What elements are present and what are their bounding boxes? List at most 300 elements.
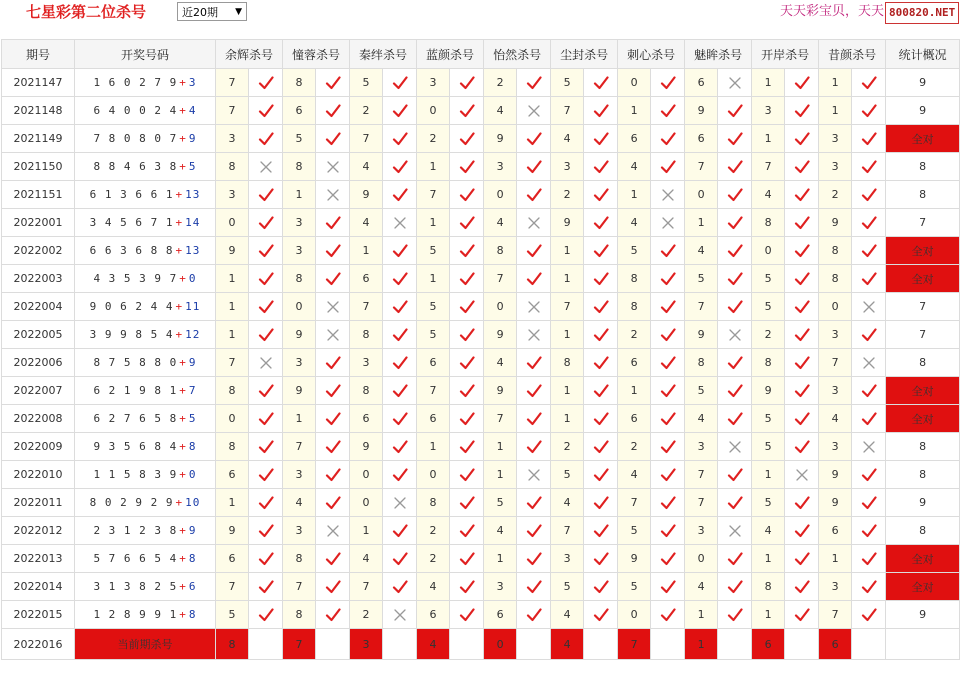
kill-digit-cell: 2 bbox=[618, 321, 651, 349]
kill-result-cell bbox=[718, 377, 752, 405]
kill-result-cell bbox=[785, 573, 819, 601]
kill-digit-cell: 3 bbox=[350, 349, 383, 377]
summary-count: 8 bbox=[886, 181, 960, 209]
check-icon bbox=[593, 327, 609, 343]
kill-result-cell bbox=[316, 181, 350, 209]
kill-result-cell bbox=[584, 293, 618, 321]
all-correct-badge: 全对 bbox=[886, 125, 960, 153]
col-header-issue: 期号 bbox=[2, 40, 75, 69]
cross-icon bbox=[660, 187, 676, 203]
plus-sign: + bbox=[179, 76, 187, 89]
kill-digit-cell: 8 bbox=[350, 377, 383, 405]
check-icon bbox=[459, 243, 475, 259]
col-header-summary: 统计概况 bbox=[886, 40, 960, 69]
kill-result-cell bbox=[852, 293, 886, 321]
kill-result-cell bbox=[517, 293, 551, 321]
table-row bbox=[2, 573, 960, 601]
all-correct-badge: 全对 bbox=[886, 265, 960, 293]
kill-result-cell bbox=[517, 349, 551, 377]
table-row bbox=[2, 405, 960, 433]
check-icon bbox=[258, 495, 274, 511]
kill-digit-cell: 0 bbox=[484, 293, 517, 321]
check-icon bbox=[392, 243, 408, 259]
check-icon bbox=[794, 579, 810, 595]
check-icon bbox=[459, 159, 475, 175]
draw-main-digits: 1 2 8 9 9 1 bbox=[93, 608, 178, 621]
kill-digit-cell: 5 bbox=[551, 69, 584, 97]
kill-result-cell bbox=[718, 433, 752, 461]
kill-result-cell bbox=[316, 601, 350, 629]
kill-result-cell bbox=[316, 517, 350, 545]
kill-digit-cell: 4 bbox=[819, 405, 852, 433]
kill-digit-cell: 3 bbox=[819, 377, 852, 405]
summary-count: 9 bbox=[886, 489, 960, 517]
kill-digit-cell: 9 bbox=[819, 461, 852, 489]
kill-result-cell bbox=[517, 461, 551, 489]
check-icon bbox=[392, 131, 408, 147]
check-icon bbox=[794, 551, 810, 567]
kill-result-cell bbox=[785, 601, 819, 629]
check-icon bbox=[593, 159, 609, 175]
kill-digit-cell: 6 bbox=[819, 517, 852, 545]
kill-result-cell bbox=[785, 405, 819, 433]
kill-digit-cell: 3 bbox=[283, 237, 316, 265]
kill-digit-cell: 7 bbox=[283, 433, 316, 461]
kill-result-cell bbox=[584, 237, 618, 265]
kill-result-cell bbox=[249, 69, 283, 97]
table-row bbox=[2, 265, 960, 293]
check-icon bbox=[794, 439, 810, 455]
kill-digit-cell: 8 bbox=[752, 209, 785, 237]
kill-result-cell bbox=[718, 489, 752, 517]
kill-digit-cell: 5 bbox=[685, 265, 718, 293]
all-correct-badge: 全对 bbox=[886, 573, 960, 601]
kill-digit-cell: 6 bbox=[484, 601, 517, 629]
kill-result-cell bbox=[651, 293, 685, 321]
current-kill-value: 6 bbox=[752, 629, 785, 660]
issue-cell: 2022003 bbox=[2, 265, 75, 293]
draw-number-cell bbox=[75, 237, 216, 265]
kill-digit-cell: 4 bbox=[551, 601, 584, 629]
draw-special-number: 5 bbox=[188, 160, 197, 173]
check-icon bbox=[727, 467, 743, 483]
check-icon bbox=[258, 383, 274, 399]
check-icon bbox=[727, 355, 743, 371]
kill-digit-cell: 6 bbox=[283, 97, 316, 125]
check-icon bbox=[727, 551, 743, 567]
kill-digit-cell: 5 bbox=[752, 293, 785, 321]
col-header-kill-6: 尘封杀号 bbox=[551, 40, 618, 69]
kill-digit-cell: 1 bbox=[216, 321, 249, 349]
kill-digit-cell: 0 bbox=[350, 489, 383, 517]
kill-digit-cell: 7 bbox=[551, 293, 584, 321]
check-icon bbox=[794, 187, 810, 203]
kill-result-cell bbox=[785, 69, 819, 97]
check-icon bbox=[794, 75, 810, 91]
draw-number-cell bbox=[75, 265, 216, 293]
check-icon bbox=[258, 187, 274, 203]
kill-result-cell bbox=[383, 573, 417, 601]
draw-main-digits: 6 2 1 9 8 1 bbox=[93, 384, 178, 397]
kill-digit-cell: 1 bbox=[618, 181, 651, 209]
check-icon bbox=[258, 523, 274, 539]
kill-result-cell bbox=[383, 265, 417, 293]
check-icon bbox=[727, 579, 743, 595]
check-icon bbox=[861, 75, 877, 91]
issue-cell: 2021147 bbox=[2, 69, 75, 97]
issue-cell: 2021148 bbox=[2, 97, 75, 125]
table-row bbox=[2, 153, 960, 181]
kill-digit-cell: 4 bbox=[618, 153, 651, 181]
kill-result-cell bbox=[584, 545, 618, 573]
kill-digit-cell: 0 bbox=[350, 461, 383, 489]
plus-sign: + bbox=[175, 188, 184, 201]
current-kill-label: 当前期杀号 bbox=[75, 629, 216, 660]
draw-number-cell bbox=[75, 321, 216, 349]
check-icon bbox=[727, 411, 743, 427]
kill-result-cell bbox=[651, 461, 685, 489]
kill-digit-cell: 1 bbox=[618, 97, 651, 125]
kill-digit-cell: 1 bbox=[417, 209, 450, 237]
draw-main-digits: 2 3 1 2 3 8 bbox=[93, 524, 178, 537]
current-kill-spacer bbox=[249, 629, 283, 660]
kill-result-cell bbox=[584, 517, 618, 545]
draw-main-digits: 6 4 0 0 2 4 bbox=[93, 104, 178, 117]
kill-result-cell bbox=[249, 433, 283, 461]
cross-icon bbox=[325, 327, 341, 343]
kill-digit-cell: 7 bbox=[484, 265, 517, 293]
plus-sign: + bbox=[179, 580, 187, 593]
kill-digit-cell: 2 bbox=[350, 97, 383, 125]
kill-digit-cell: 7 bbox=[484, 405, 517, 433]
draw-special-number: 10 bbox=[185, 496, 201, 509]
kill-result-cell bbox=[785, 545, 819, 573]
cross-icon bbox=[325, 299, 341, 315]
kill-digit-cell: 2 bbox=[819, 181, 852, 209]
kill-result-cell bbox=[584, 433, 618, 461]
draw-special-number: 4 bbox=[188, 104, 197, 117]
check-icon bbox=[459, 215, 475, 231]
kill-digit-cell: 1 bbox=[752, 545, 785, 573]
kill-digit-cell: 8 bbox=[283, 545, 316, 573]
check-icon bbox=[660, 439, 676, 455]
kill-result-cell bbox=[383, 489, 417, 517]
kill-result-cell bbox=[852, 237, 886, 265]
cross-icon bbox=[526, 327, 542, 343]
draw-main-digits: 3 1 3 8 2 5 bbox=[93, 580, 178, 593]
draw-special-number: 9 bbox=[188, 356, 197, 369]
site-badge[interactable]: 800820.NET bbox=[885, 2, 959, 24]
kill-result-cell bbox=[316, 377, 350, 405]
table-row bbox=[2, 69, 960, 97]
kill-result-cell bbox=[517, 69, 551, 97]
current-kill-spacer bbox=[316, 629, 350, 660]
kill-result-cell bbox=[584, 405, 618, 433]
kill-result-cell bbox=[249, 293, 283, 321]
check-icon bbox=[459, 523, 475, 539]
kill-result-cell bbox=[316, 349, 350, 377]
kill-result-cell bbox=[383, 461, 417, 489]
check-icon bbox=[325, 495, 341, 511]
plus-sign: + bbox=[179, 272, 187, 285]
current-kill-value: 6 bbox=[819, 629, 852, 660]
kill-digit-cell: 4 bbox=[350, 545, 383, 573]
check-icon bbox=[325, 467, 341, 483]
kill-result-cell bbox=[785, 461, 819, 489]
kill-result-cell bbox=[718, 125, 752, 153]
kill-digit-cell: 5 bbox=[417, 293, 450, 321]
kill-result-cell bbox=[383, 377, 417, 405]
kill-result-cell bbox=[584, 181, 618, 209]
issue-cell: 2021150 bbox=[2, 153, 75, 181]
kill-result-cell bbox=[584, 153, 618, 181]
kill-result-cell bbox=[517, 601, 551, 629]
check-icon bbox=[526, 495, 542, 511]
kill-result-cell bbox=[450, 349, 484, 377]
table-row bbox=[2, 181, 960, 209]
check-icon bbox=[593, 355, 609, 371]
draw-number-cell bbox=[75, 489, 216, 517]
issue-cell: 2022007 bbox=[2, 377, 75, 405]
kill-digit-cell: 5 bbox=[216, 601, 249, 629]
kill-result-cell bbox=[450, 405, 484, 433]
check-icon bbox=[660, 467, 676, 483]
table-row bbox=[2, 321, 960, 349]
kill-number-table bbox=[1, 39, 960, 660]
summary-count: 8 bbox=[886, 349, 960, 377]
kill-result-cell bbox=[651, 489, 685, 517]
draw-main-digits: 8 0 2 9 2 9 bbox=[89, 496, 174, 509]
check-icon bbox=[593, 439, 609, 455]
check-icon bbox=[392, 187, 408, 203]
draw-special-number: 6 bbox=[188, 580, 197, 593]
kill-result-cell bbox=[450, 433, 484, 461]
check-icon bbox=[727, 131, 743, 147]
kill-digit-cell: 8 bbox=[752, 349, 785, 377]
kill-result-cell bbox=[651, 573, 685, 601]
check-icon bbox=[392, 299, 408, 315]
check-icon bbox=[660, 495, 676, 511]
kill-result-cell bbox=[316, 573, 350, 601]
draw-special-number: 11 bbox=[185, 300, 201, 313]
kill-result-cell bbox=[718, 237, 752, 265]
kill-result-cell bbox=[852, 489, 886, 517]
cross-icon bbox=[727, 439, 743, 455]
kill-digit-cell: 1 bbox=[819, 97, 852, 125]
kill-result-cell bbox=[785, 153, 819, 181]
kill-result-cell bbox=[517, 181, 551, 209]
col-header-kill-1: 余辉杀号 bbox=[216, 40, 283, 69]
draw-special-number: 8 bbox=[188, 552, 197, 565]
current-kill-spacer bbox=[651, 629, 685, 660]
issue-cell: 2021151 bbox=[2, 181, 75, 209]
kill-result-cell bbox=[383, 349, 417, 377]
current-kill-value: 4 bbox=[417, 629, 450, 660]
draw-main-digits: 6 6 3 6 8 8 bbox=[89, 244, 174, 257]
kill-result-cell bbox=[852, 321, 886, 349]
cross-icon bbox=[325, 523, 341, 539]
table-row bbox=[2, 377, 960, 405]
kill-digit-cell: 4 bbox=[484, 349, 517, 377]
kill-result-cell bbox=[718, 573, 752, 601]
promo-link[interactable]: 天天彩宝贝，天天 bbox=[780, 4, 885, 19]
check-icon bbox=[526, 159, 542, 175]
table-row bbox=[2, 293, 960, 321]
table-row bbox=[2, 237, 960, 265]
period-select-value: 近20期 bbox=[182, 6, 218, 19]
kill-digit-cell: 8 bbox=[216, 153, 249, 181]
kill-digit-cell: 3 bbox=[551, 153, 584, 181]
kill-result-cell bbox=[584, 377, 618, 405]
kill-result-cell bbox=[718, 181, 752, 209]
check-icon bbox=[325, 439, 341, 455]
check-icon bbox=[526, 355, 542, 371]
check-icon bbox=[258, 579, 274, 595]
kill-digit-cell: 5 bbox=[618, 573, 651, 601]
kill-digit-cell: 7 bbox=[216, 573, 249, 601]
check-icon bbox=[459, 495, 475, 511]
kill-result-cell bbox=[718, 209, 752, 237]
check-icon bbox=[526, 187, 542, 203]
check-icon bbox=[258, 607, 274, 623]
kill-result-cell bbox=[450, 545, 484, 573]
check-icon bbox=[392, 439, 408, 455]
kill-digit-cell: 4 bbox=[685, 237, 718, 265]
kill-result-cell bbox=[450, 97, 484, 125]
kill-digit-cell: 3 bbox=[551, 545, 584, 573]
check-icon bbox=[526, 439, 542, 455]
kill-digit-cell: 1 bbox=[551, 405, 584, 433]
kill-result-cell bbox=[517, 489, 551, 517]
check-icon bbox=[258, 215, 274, 231]
kill-digit-cell: 0 bbox=[819, 293, 852, 321]
draw-special-number: 0 bbox=[188, 272, 197, 285]
kill-digit-cell: 8 bbox=[484, 237, 517, 265]
kill-result-cell bbox=[852, 433, 886, 461]
kill-digit-cell: 5 bbox=[551, 461, 584, 489]
kill-result-cell bbox=[517, 433, 551, 461]
kill-digit-cell: 5 bbox=[484, 489, 517, 517]
kill-result-cell bbox=[316, 237, 350, 265]
kill-digit-cell: 8 bbox=[618, 293, 651, 321]
check-icon bbox=[794, 523, 810, 539]
table-row bbox=[2, 489, 960, 517]
col-header-kill-7: 刺心杀号 bbox=[618, 40, 685, 69]
table-row bbox=[2, 545, 960, 573]
kill-digit-cell: 0 bbox=[752, 237, 785, 265]
check-icon bbox=[660, 411, 676, 427]
kill-result-cell bbox=[584, 125, 618, 153]
check-icon bbox=[459, 411, 475, 427]
cross-icon bbox=[392, 607, 408, 623]
period-select[interactable] bbox=[177, 2, 247, 21]
check-icon bbox=[258, 243, 274, 259]
check-icon bbox=[325, 579, 341, 595]
check-icon bbox=[727, 495, 743, 511]
current-kill-spacer bbox=[450, 629, 484, 660]
kill-digit-cell: 1 bbox=[350, 517, 383, 545]
check-icon bbox=[258, 439, 274, 455]
check-icon bbox=[526, 271, 542, 287]
kill-result-cell bbox=[249, 517, 283, 545]
kill-result-cell bbox=[785, 265, 819, 293]
issue-cell: 2022010 bbox=[2, 461, 75, 489]
kill-digit-cell: 3 bbox=[819, 433, 852, 461]
kill-result-cell bbox=[383, 153, 417, 181]
draw-main-digits: 6 1 3 6 6 1 bbox=[89, 188, 174, 201]
cross-icon bbox=[392, 495, 408, 511]
draw-special-number: 3 bbox=[188, 76, 197, 89]
check-icon bbox=[593, 271, 609, 287]
kill-result-cell bbox=[785, 209, 819, 237]
kill-digit-cell: 7 bbox=[350, 573, 383, 601]
current-kill-spacer bbox=[852, 629, 886, 660]
draw-number-cell bbox=[75, 69, 216, 97]
kill-digit-cell: 9 bbox=[484, 125, 517, 153]
kill-digit-cell: 9 bbox=[216, 517, 249, 545]
plus-sign: + bbox=[179, 160, 187, 173]
kill-result-cell bbox=[316, 69, 350, 97]
kill-result-cell bbox=[450, 265, 484, 293]
kill-digit-cell: 8 bbox=[350, 321, 383, 349]
kill-result-cell bbox=[852, 265, 886, 293]
draw-special-number: 8 bbox=[188, 440, 197, 453]
kill-result-cell bbox=[383, 405, 417, 433]
check-icon bbox=[593, 523, 609, 539]
current-kill-value: 0 bbox=[484, 629, 517, 660]
kill-result-cell bbox=[718, 265, 752, 293]
check-icon bbox=[727, 383, 743, 399]
kill-digit-cell: 1 bbox=[484, 433, 517, 461]
kill-result-cell bbox=[517, 377, 551, 405]
kill-digit-cell: 7 bbox=[685, 489, 718, 517]
kill-result-cell bbox=[249, 181, 283, 209]
kill-digit-cell: 1 bbox=[283, 181, 316, 209]
check-icon bbox=[593, 467, 609, 483]
draw-main-digits: 1 6 0 2 7 9 bbox=[93, 76, 178, 89]
header-row bbox=[2, 40, 960, 69]
check-icon bbox=[392, 327, 408, 343]
kill-digit-cell: 1 bbox=[551, 237, 584, 265]
check-icon bbox=[593, 243, 609, 259]
kill-digit-cell: 3 bbox=[417, 69, 450, 97]
kill-digit-cell: 9 bbox=[283, 377, 316, 405]
kill-result-cell bbox=[651, 517, 685, 545]
kill-digit-cell: 1 bbox=[685, 209, 718, 237]
kill-result-cell bbox=[785, 349, 819, 377]
draw-number-cell bbox=[75, 601, 216, 629]
kill-result-cell bbox=[584, 97, 618, 125]
chevron-down-icon: ▼ bbox=[235, 7, 242, 17]
kill-digit-cell: 4 bbox=[551, 489, 584, 517]
kill-digit-cell: 8 bbox=[216, 377, 249, 405]
check-icon bbox=[861, 607, 877, 623]
check-icon bbox=[459, 383, 475, 399]
current-kill-spacer bbox=[718, 629, 752, 660]
kill-digit-cell: 5 bbox=[350, 69, 383, 97]
col-header-kill-4: 蓝颜杀号 bbox=[417, 40, 484, 69]
check-icon bbox=[794, 103, 810, 119]
kill-digit-cell: 0 bbox=[417, 461, 450, 489]
kill-digit-cell: 2 bbox=[350, 601, 383, 629]
kill-digit-cell: 8 bbox=[685, 349, 718, 377]
issue-cell: 2022006 bbox=[2, 349, 75, 377]
kill-result-cell bbox=[249, 125, 283, 153]
kill-result-cell bbox=[517, 517, 551, 545]
kill-result-cell bbox=[785, 517, 819, 545]
kill-digit-cell: 4 bbox=[685, 405, 718, 433]
table-row bbox=[2, 433, 960, 461]
